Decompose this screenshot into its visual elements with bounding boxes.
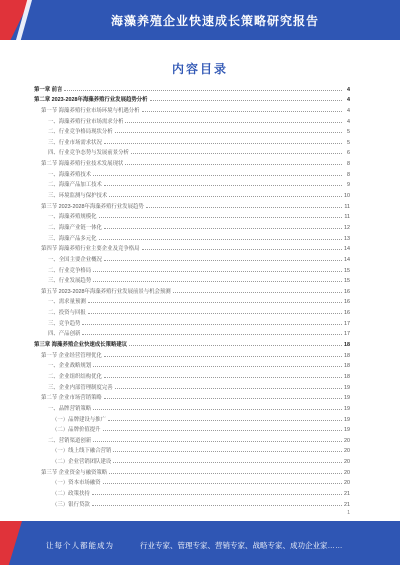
toc-leader-dots xyxy=(104,377,342,378)
toc-entry-page: 20 xyxy=(344,459,350,466)
toc-entry[interactable] xyxy=(34,348,350,359)
toc-entry[interactable] xyxy=(34,231,350,242)
toc-entry-page: 11 xyxy=(344,203,350,210)
toc-leader-dots xyxy=(104,356,342,357)
toc-entry[interactable] xyxy=(34,423,350,434)
toc-entry-page: 12 xyxy=(344,224,350,231)
toc-entry-page: 19 xyxy=(344,405,350,412)
toc-entry-label: 三、企业内部管理制度完善 xyxy=(48,384,113,391)
toc-entry-page: 19 xyxy=(344,395,350,402)
toc-leader-dots xyxy=(93,366,342,367)
toc-entry-label: 四、行业竞争态势与发展前景分析 xyxy=(48,150,129,157)
toc-entry-label: （二）企业营销团队建设 xyxy=(52,459,112,466)
toc-entry-page: 20 xyxy=(344,448,350,455)
toc-entry[interactable] xyxy=(34,199,350,210)
toc-entry[interactable] xyxy=(34,327,350,338)
toc-leader-dots xyxy=(88,313,342,314)
toc-entry-label: 二、海藻产品加工技术 xyxy=(48,182,102,189)
toc-entry-label: 第四节 海藻养殖行业主要企业及竞争格局 xyxy=(41,246,140,253)
toc-entry-label: 第三章 海藻养殖企业快速成长策略建议 xyxy=(34,342,128,349)
toc-leader-dots xyxy=(113,451,342,452)
toc-leader-dots xyxy=(104,143,342,144)
toc-entry-label: （一）品牌建设与推广 xyxy=(52,416,106,423)
toc-entry[interactable] xyxy=(34,263,350,274)
toc-entry-page: 8 xyxy=(347,171,350,178)
toc-leader-dots xyxy=(104,228,342,229)
toc-entry-label: 一、海藻养殖行业市场需求分析 xyxy=(48,118,124,125)
toc-leader-dots xyxy=(92,505,342,506)
toc-entry-label: 一、海藻养殖技术 xyxy=(48,171,92,178)
toc-entry-page: 8 xyxy=(347,161,350,168)
toc-entry-label: 二、营销渠道创新 xyxy=(48,437,92,444)
toc-entry-label: 三、行业发展趋势 xyxy=(48,278,92,285)
toc-entry-page: 18 xyxy=(344,342,350,349)
toc-entry-label: 一、海藻养殖规模化 xyxy=(48,214,97,221)
toc-leader-dots xyxy=(115,388,342,389)
toc-entry-page: 6 xyxy=(347,150,350,157)
toc-leader-dots xyxy=(92,494,342,495)
toc-entry-page: 20 xyxy=(344,480,350,487)
toc-leader-dots xyxy=(64,90,342,91)
toc-leader-dots xyxy=(173,292,342,293)
toc-leader-dots xyxy=(93,441,342,442)
toc-leader-dots xyxy=(82,324,342,325)
toc-leader-dots xyxy=(103,483,342,484)
toc-entry-label: 第三节 2023-2028年海藻养殖行业发展趋势 xyxy=(41,203,144,210)
toc-leader-dots xyxy=(88,302,342,303)
toc-entry-label: 第三节 企业资金与融资策略 xyxy=(41,469,108,476)
toc-leader-dots xyxy=(125,164,342,165)
toc-leader-dots xyxy=(125,122,342,123)
toc-entry[interactable] xyxy=(34,465,350,476)
toc-entry[interactable] xyxy=(34,454,350,465)
toc-entry-label: 三、行业市场需求状况 xyxy=(48,139,102,146)
toc-entry-page: 4 xyxy=(347,118,350,125)
toc-entry-page: 4 xyxy=(347,107,350,114)
toc-leader-dots xyxy=(150,100,342,101)
toc-entry[interactable] xyxy=(34,497,350,508)
toc-entry[interactable] xyxy=(34,412,350,423)
toc-entry[interactable] xyxy=(34,167,350,178)
toc-entry-page: 21 xyxy=(344,490,350,497)
toc-entry[interactable] xyxy=(34,305,350,316)
toc-entry[interactable] xyxy=(34,476,350,487)
toc-entry-page: 5 xyxy=(347,129,350,136)
toc-entry-label: （一）资本市场融资 xyxy=(52,480,101,487)
toc-entry-label: 三、海藻产品多元化 xyxy=(48,235,97,242)
toc-entry-page: 20 xyxy=(344,437,350,444)
footer-slogan: 让每个人都能成为 xyxy=(46,541,114,550)
toc-entry-page: 9 xyxy=(347,182,350,189)
toc-entry[interactable] xyxy=(34,486,350,497)
toc-leader-dots xyxy=(104,398,342,399)
toc-leader-dots xyxy=(104,185,342,186)
toc-heading: 内容目录 xyxy=(171,62,228,76)
toc-entry[interactable] xyxy=(34,210,350,221)
toc-entry-label: 第一章 前言 xyxy=(34,86,63,93)
toc-entry-label: 一、全国主要企业概况 xyxy=(48,256,102,263)
toc-leader-dots xyxy=(115,132,342,133)
toc-leader-dots xyxy=(82,334,342,335)
toc-entry-page: 13 xyxy=(344,235,350,242)
toc-entry-page: 19 xyxy=(344,416,350,423)
toc-leader-dots xyxy=(131,153,342,154)
toc-entry[interactable] xyxy=(34,433,350,444)
toc-entry[interactable] xyxy=(34,242,350,253)
toc-leader-dots xyxy=(109,196,342,197)
toc-entry-label: 二、行业竞争格局 xyxy=(48,267,92,274)
toc-entry[interactable] xyxy=(34,295,350,306)
toc-entry-page: 21 xyxy=(344,501,350,508)
toc-entry[interactable] xyxy=(34,188,350,199)
toc-leader-dots xyxy=(99,239,342,240)
toc-entry[interactable] xyxy=(34,359,350,370)
toc-entry-page: 10 xyxy=(344,193,350,200)
toc-entry[interactable] xyxy=(34,401,350,412)
toc-entry[interactable] xyxy=(34,220,350,231)
toc-entry[interactable] xyxy=(34,93,350,104)
report-title: 海藻养殖企业快速成长策略研究报告 xyxy=(110,14,319,28)
toc-entry-page: 16 xyxy=(344,310,350,317)
toc-leader-dots xyxy=(113,462,342,463)
toc-entry-label: （二）品牌价值提升 xyxy=(52,427,101,434)
toc-entry-label: （三）银行贷款 xyxy=(52,501,90,508)
page-number: 1 xyxy=(347,510,350,516)
toc-entry-label: 第二章 2023-2028年海藻养殖行业发展趋势分析 xyxy=(34,97,148,104)
toc-entry-page: 18 xyxy=(344,352,350,359)
toc-entry[interactable] xyxy=(34,380,350,391)
toc-entry-label: 第二节 企业市场营销策略 xyxy=(41,395,102,402)
toc-leader-dots xyxy=(142,249,342,250)
toc-entry[interactable] xyxy=(34,114,350,125)
toc-leader-dots xyxy=(93,271,342,272)
table-of-contents xyxy=(34,82,350,508)
toc-entry-label: 二、海藻产业链一体化 xyxy=(48,224,102,231)
toc-entry-label: 二、投资与回报 xyxy=(48,310,86,317)
toc-entry-label: （二）政策扶持 xyxy=(52,490,90,497)
toc-entry-page: 16 xyxy=(344,299,350,306)
toc-entry-label: 第二节 海藻养殖行业技术发展现状 xyxy=(41,161,124,168)
toc-entry-label: 二、行业竞争格局现状分析 xyxy=(48,129,113,136)
toc-entry[interactable] xyxy=(34,82,350,93)
toc-leader-dots xyxy=(103,430,342,431)
toc-entry-page: 15 xyxy=(344,278,350,285)
toc-entry-label: 四、产品创新 xyxy=(48,331,81,338)
toc-entry[interactable] xyxy=(34,125,350,136)
toc-entry-label: 一、品牌营销策略 xyxy=(48,405,92,412)
toc-leader-dots xyxy=(109,473,342,474)
toc-leader-dots xyxy=(146,207,342,208)
toc-entry-label: 二、企业组织结构优化 xyxy=(48,373,102,380)
toc-entry[interactable] xyxy=(34,444,350,455)
toc-entry[interactable] xyxy=(34,252,350,263)
toc-leader-dots xyxy=(93,281,342,282)
toc-leader-dots xyxy=(108,420,342,421)
toc-entry[interactable] xyxy=(34,337,350,348)
toc-leader-dots xyxy=(142,111,342,112)
toc-entry-label: 第一节 海藻养殖行业市场环境与机遇分析 xyxy=(41,107,140,114)
toc-entry[interactable] xyxy=(34,369,350,380)
toc-entry-label: 一、需求量预测 xyxy=(48,299,86,306)
toc-leader-dots xyxy=(93,175,342,176)
toc-entry-page: 11 xyxy=(344,214,350,221)
toc-leader-dots xyxy=(129,345,342,346)
toc-entry-page: 15 xyxy=(344,267,350,274)
toc-leader-dots xyxy=(99,217,342,218)
toc-entry-page: 4 xyxy=(347,86,350,93)
toc-entry[interactable] xyxy=(34,391,350,402)
toc-entry-label: 第五节 2023-2028年海藻养殖行业发展前景与机会预测 xyxy=(41,288,171,295)
toc-entry-label: 三、竞争趋势 xyxy=(48,320,81,327)
toc-leader-dots xyxy=(104,260,342,261)
toc-entry-page: 14 xyxy=(344,246,350,253)
toc-entry-page: 19 xyxy=(344,384,350,391)
toc-entry-page: 5 xyxy=(347,139,350,146)
toc-entry-label: 三、环境监测与保护技术 xyxy=(48,193,108,200)
toc-entry[interactable] xyxy=(34,146,350,157)
toc-entry-page: 20 xyxy=(344,469,350,476)
toc-entry-page: 18 xyxy=(344,373,350,380)
toc-entry-page: 14 xyxy=(344,256,350,263)
toc-entry-label: 第一节 企业经营管理优化 xyxy=(41,352,102,359)
toc-entry-page: 17 xyxy=(344,320,350,327)
toc-entry-page: 19 xyxy=(344,427,350,434)
toc-entry[interactable] xyxy=(34,103,350,114)
toc-leader-dots xyxy=(93,409,342,410)
toc-entry-page: 17 xyxy=(344,331,350,338)
footer-tags: 行业专家、管理专家、营销专家、战略专家、成功企业家…… xyxy=(140,541,343,550)
toc-entry[interactable] xyxy=(34,135,350,146)
toc-entry-page: 16 xyxy=(344,288,350,295)
toc-entry[interactable] xyxy=(34,156,350,167)
toc-entry[interactable] xyxy=(34,178,350,189)
toc-entry[interactable] xyxy=(34,316,350,327)
toc-entry-label: 一、企业战略规划 xyxy=(48,363,92,370)
toc-entry-page: 18 xyxy=(344,363,350,370)
toc-entry-label: （一）线上线下融合营销 xyxy=(52,448,112,455)
toc-entry[interactable] xyxy=(34,274,350,285)
toc-entry[interactable] xyxy=(34,284,350,295)
toc-entry-page: 4 xyxy=(347,97,350,104)
